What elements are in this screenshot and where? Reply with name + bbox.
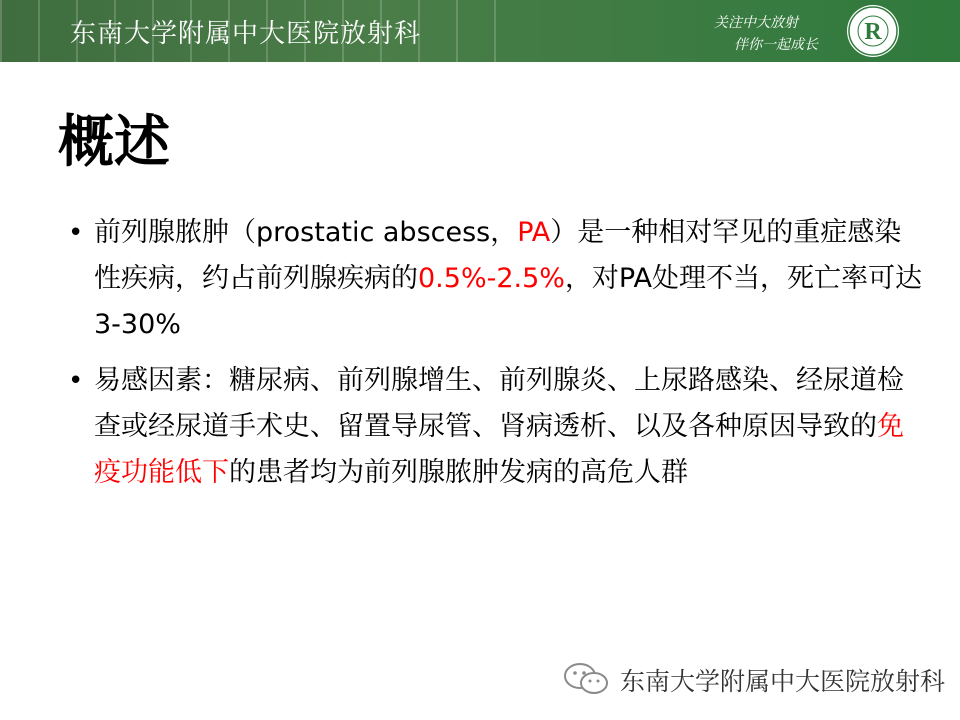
bullet-list [62,210,922,496]
bullet-text: 的患者均为前列腺脓肿发病的高危人群 [229,457,688,488]
logo-letter: R [864,19,882,45]
bullet-text: 前列腺脓肿（prostatic abscess， [94,217,518,248]
bullet-text: ）是一种相对罕见的重症感染性疾病，约占前列腺疾病的 [94,217,902,294]
bullet-text: ，对PA处理不当，死亡率可达3-30% [94,263,922,340]
wechat-icon [562,662,612,696]
slide-title: 概述 [58,110,170,175]
highlight-text: 免疫功能低下 [94,411,904,488]
watermark-text: 东南大学附属中大医院放射科 [620,667,946,696]
department-name: 东南大学附属中大医院放射科 [70,19,422,49]
bullet-marker: • [68,366,84,396]
slogan-line-1: 关注中大放射 [714,15,798,31]
highlight-text: 0.5%-2.5% [418,263,565,294]
bullet-marker: • [68,218,84,248]
bullet-item-risk-factors [62,358,922,496]
bullet-item-abscess [62,210,922,348]
highlight-text: PA [517,217,551,248]
hospital-radiology-logo-icon [846,4,900,58]
slogan-line-2: 伴你一起成长 [734,37,818,53]
bullet-text: 易感因素：糖尿病、前列腺增生、前列腺炎、上尿路感染、经尿道检查或经尿道手术史、留置导尿管、肾病透析、以及各种原因导致的 [94,365,904,442]
header-bar [0,0,960,62]
